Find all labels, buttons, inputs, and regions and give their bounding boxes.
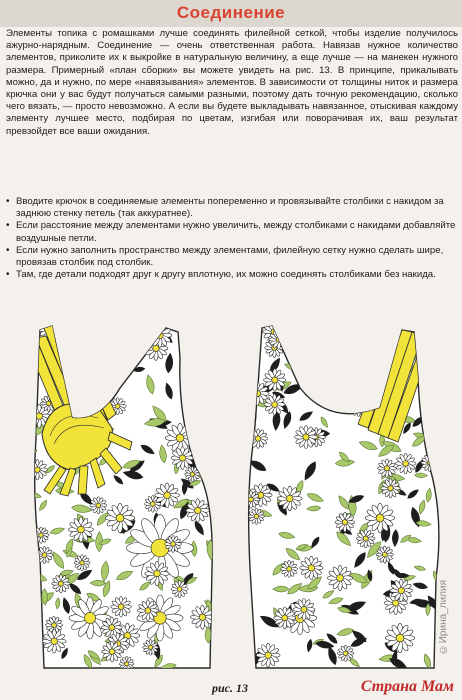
black-leaf (188, 365, 206, 387)
black-leaf (307, 347, 318, 365)
black-leaf (290, 330, 299, 350)
daisy-flower (340, 366, 364, 390)
daisy-flower (89, 386, 107, 404)
black-leaf (324, 391, 343, 405)
green-leaf (99, 353, 113, 368)
daisy-flower (191, 401, 214, 424)
instruction-list (6, 196, 456, 281)
daisy-flower (290, 319, 313, 342)
green-leaf (67, 341, 80, 348)
green-leaf (95, 363, 104, 376)
green-leaf (375, 355, 385, 366)
list-item-text: Если расстояние между элементами нужно увеличить, между столбиками с накидами добавляйте воздушные петли. (16, 220, 456, 244)
side-credit: ©Ирина_лилия (438, 580, 449, 655)
green-leaf (336, 322, 355, 338)
black-leaf (295, 348, 311, 364)
bullet-marker: • (6, 220, 10, 232)
black-leaf (125, 335, 137, 348)
green-leaf (97, 394, 104, 407)
assembly-diagram (0, 318, 462, 680)
green-leaf (112, 344, 124, 349)
daisy-flower (362, 338, 377, 353)
black-leaf (356, 390, 364, 403)
green-leaf (116, 320, 127, 339)
green-leaf (427, 379, 434, 391)
black-leaf (192, 445, 197, 457)
green-leaf (242, 336, 257, 343)
list-item-text: Вводите крючок в соединяемые элементы попеременно и провязывайте столбики с накидом за заднюю стенку петель (так аккуратнее). (16, 196, 444, 220)
green-leaf (80, 380, 91, 399)
page-title: Соединение (176, 3, 286, 22)
back-panel (238, 318, 452, 672)
green-leaf (304, 380, 319, 386)
black-leaf (295, 341, 306, 363)
green-leaf (431, 348, 452, 367)
bullet-marker: • (6, 269, 10, 281)
black-leaf (130, 344, 144, 360)
bullet-marker: • (6, 196, 10, 207)
black-leaf (209, 404, 217, 419)
daisy-flower (180, 331, 195, 346)
black-leaf (184, 381, 200, 387)
green-leaf (86, 369, 97, 385)
green-leaf (427, 406, 441, 424)
daisy-flower (195, 396, 219, 420)
green-leaf (78, 403, 92, 413)
black-leaf (325, 384, 331, 396)
green-leaf (82, 318, 89, 328)
black-leaf (312, 337, 329, 347)
bullet-marker: • (6, 244, 10, 256)
black-leaf (194, 318, 213, 332)
daisy-flower (199, 442, 221, 464)
green-leaf (97, 345, 116, 357)
intro-paragraph: Элементы топика с ромашками лучше соединять филейной сеткой, чтобы изделие получилось ажурно-нарядным. Соединение — очень ответственная работа. Навязав нужное количество элементов, приколите их к выкройке в натуральную величину, а еще лучше — на манекен нужного размера. Примерный «план сборки» вы можете увидеть на рис. 13. В принципе, прикалывать можно, да и нужно, по мере «навязывания» элементов. В зависимости от толщины ниток и размера крючка они у вас будут получаться самыми разными, поэтому дать точную рекомендацию, сколько чего вязать, — просто невозможно. А если вы будете выкладывать навязанное, отыскивая каждому элементу лучшее место, подбирая по цветам, изгибая или поворачивая их, ваш результат превзойдет все ваши ожидания. (6, 28, 458, 137)
list-item (6, 269, 456, 281)
daisy-flower (428, 420, 448, 440)
figure-caption: рис. 13 (212, 681, 248, 695)
daisy-flower (327, 326, 344, 343)
green-leaf (112, 344, 128, 357)
list-item (6, 245, 456, 269)
green-leaf (58, 330, 74, 338)
green-leaf (201, 335, 215, 342)
black-leaf (292, 364, 310, 372)
green-leaf (20, 368, 39, 375)
intro-text (6, 28, 458, 138)
list-item-text: Там, где детали подходят друг к другу вплотную, их можно соединять столбиками без накида. (16, 269, 436, 281)
front-panel (20, 318, 222, 671)
daisy-flower (377, 341, 393, 357)
black-leaf (211, 332, 219, 349)
black-leaf (190, 436, 206, 442)
daisy-flower (336, 395, 353, 412)
daisy-flower (341, 360, 362, 381)
black-leaf (339, 318, 352, 333)
watermark-logo: Страна Мам (360, 678, 454, 695)
green-leaf (420, 400, 441, 415)
green-leaf (101, 379, 106, 393)
daisy-flower (118, 323, 136, 341)
list-item (6, 196, 456, 220)
green-leaf (125, 339, 138, 358)
daisy-flower (71, 369, 91, 389)
list-item-text: Если нужно заполнить пространство между элементами, филейную сетку нужно сделать шире, провязав столбик под столбик. (16, 244, 444, 269)
green-leaf (193, 414, 208, 433)
daisy-flower (188, 357, 210, 379)
black-leaf (315, 330, 335, 344)
daisy-flower (366, 343, 388, 365)
daisy-flower (328, 350, 344, 366)
green-leaf (102, 359, 107, 370)
green-leaf (64, 326, 80, 338)
list-item (6, 220, 456, 244)
black-leaf (203, 356, 216, 366)
black-leaf (361, 351, 371, 365)
